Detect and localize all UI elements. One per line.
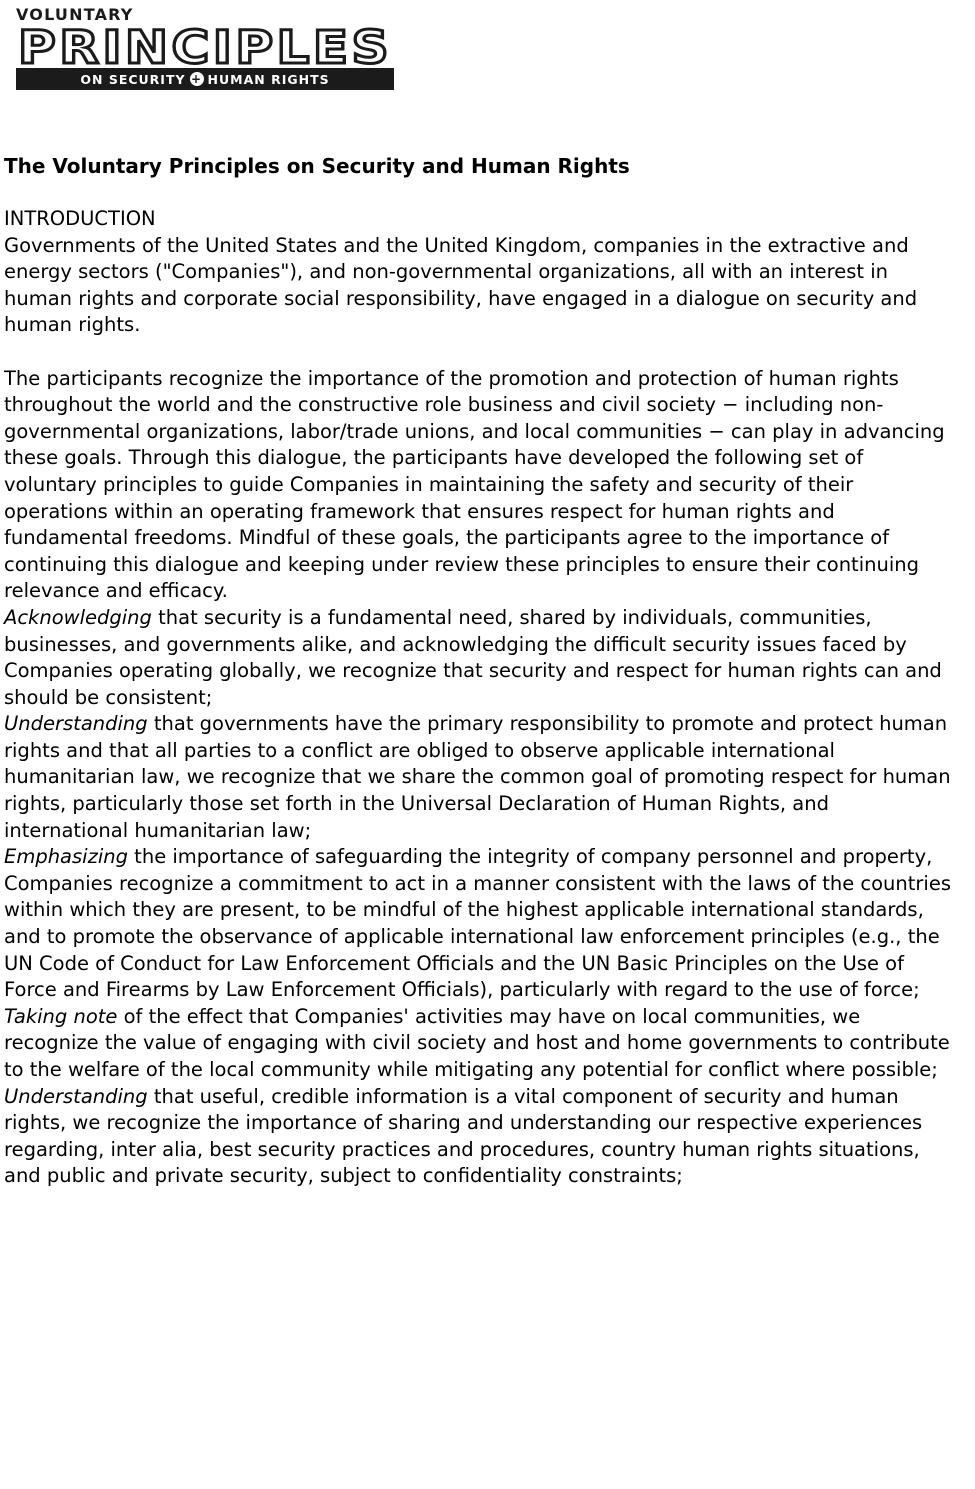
clause-understanding-governments xyxy=(4,711,959,844)
clause-text: the importance of safeguarding the integrity of company personnel and property, Companies recognize a commitment to act in a manner consistent with the laws of the countries within which they are present, to be mindful of the highest applicable international standards, and to promote the observance of applicable international law enforcement principles (e.g., the UN Code of Conduct for Law Enforcement Officials and the UN Basic Principles on the Use of Force and Firearms by Law Enforcement Officials), particularly with regard to the use of force; xyxy=(4,845,951,1002)
clause-understanding-information xyxy=(4,1084,959,1190)
participants-paragraph: The participants recognize the importance of the promotion and protection of human rights throughout the world and the constructive role business and civil society − including non-governmental organizations, labor/trade unions, and local communities − can play in advancing these goals. Through this dialogue, the participants have developed the following set of voluntary principles to guide Companies in maintaining the safety and security of their operations within an operating framework that ensures respect for human rights and fundamental freedoms. Mindful of these goals, the participants agree to the importance of continuing this dialogue and keeping under review these principles to ensure their continuing relevance and efficacy. xyxy=(4,366,945,603)
clause-text: that useful, credible information is a vital component of security and human rights, we recognize the importance of sharing and understanding our respective experiences regarding, inter alia, best security practices and procedures, country human rights situations, and public and private security, subject to confidentiality constraints; xyxy=(4,1084,923,1188)
clause-text: of the effect that Companies' activities may have on local communities, we recognize the value of engaging with civil society and host and home governments to contribute to the welfare of the local community while mitigating any potential for conflict where possible; xyxy=(4,1004,950,1081)
clause-text: that governments have the primary responsibility to promote and protect human rights and that all parties to a conflict are obliged to observe applicable international humanitarian law, we recognize that we share the common goal of promoting respect for human rights, particularly those set forth in the Universal Declaration of Human Rights, and international humanitarian law; xyxy=(4,712,951,842)
clause-lead: Emphasizing xyxy=(4,845,128,869)
voluntary-principles-logo xyxy=(16,6,396,88)
logo-tagline-right: HUMAN RIGHTS xyxy=(207,71,330,87)
clause-lead: Taking note xyxy=(4,1004,118,1028)
section-label-introduction: INTRODUCTION xyxy=(4,207,156,230)
plus-icon: + xyxy=(191,72,203,86)
clause-lead: Understanding xyxy=(4,712,148,736)
clause-acknowledging xyxy=(4,605,959,711)
logo-tagline-bar xyxy=(16,68,394,90)
logo-top-text: VOLUNTARY xyxy=(16,5,134,24)
document-title: The Voluntary Principles on Security and Human Rights xyxy=(4,154,630,178)
logo-main-wordmark xyxy=(16,25,396,67)
intro-paragraph: Governments of the United States and the United Kingdom, companies in the extractive and energy sectors ("Companies"), and non-governmental organizations, all with an interest in human rights and corporate social responsibility, have engaged in a dialogue on security and human rights. xyxy=(4,233,918,337)
clause-lead: Acknowledging xyxy=(4,605,152,629)
clause-taking-note xyxy=(4,1004,959,1084)
clause-emphasizing xyxy=(4,844,959,1004)
logo-main-text: PRINCIPLES xyxy=(18,25,392,67)
clause-lead: Understanding xyxy=(4,1084,148,1108)
document-body xyxy=(4,152,959,1190)
logo-tagline-left: ON SECURITY xyxy=(80,71,186,87)
clause-text: that security is a fundamental need, shared by individuals, communities, businesses, and governments alike, and acknowledging the difficult security issues faced by Companies operating globally, we recognize that security and respect for human rights can and should be consistent; xyxy=(4,605,942,709)
